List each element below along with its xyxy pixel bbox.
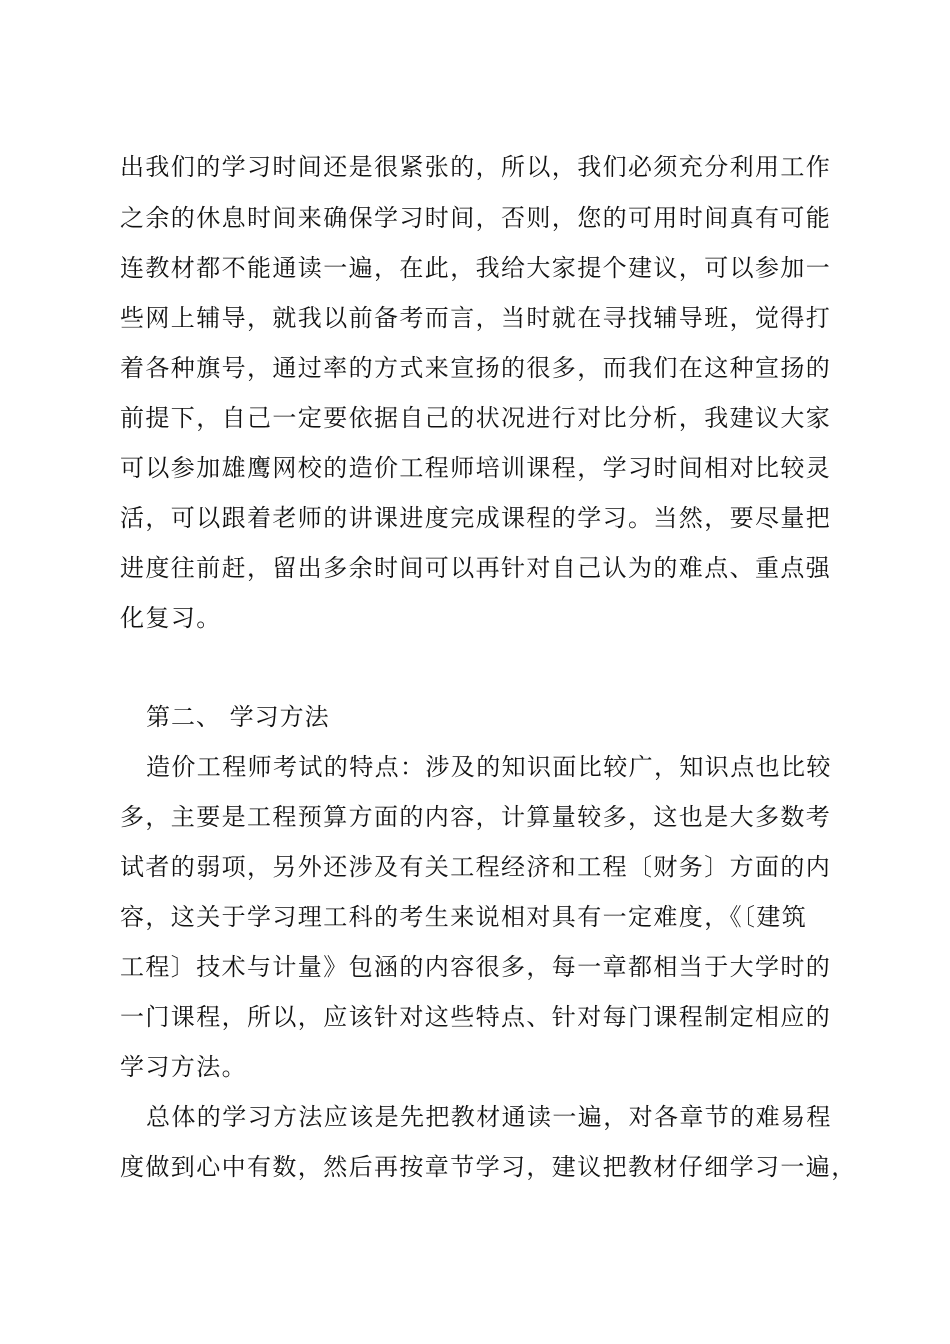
text-line: 之余的休息时间来确保学习时间，否则，您的可用时间真有可能 [120, 204, 832, 232]
text-line: 着各种旗号，通过率的方式来宣扬的很多，而我们在这种宣扬的 [120, 354, 832, 382]
text-line: 造价工程师考试的特点：涉及的知识面比较广，知识点也比较 [146, 753, 832, 781]
text-line: 容，这关于学习理工科的考生来说相对具有一定难度，《〔建筑 [120, 903, 808, 931]
text-line: 试者的弱项，另外还涉及有关工程经济和工程〔财务〕方面的内 [120, 853, 832, 881]
text-line: 工程〕技术与计量》包涵的内容很多，每一章都相当于大学时的 [120, 953, 832, 981]
text-line: 化复习。 [120, 604, 222, 632]
text-line: 些网上辅导，就我以前备考而言，当时就在寻找辅导班，觉得打 [120, 304, 832, 332]
text-line: 学习方法。 [120, 1053, 247, 1081]
text-line: 活，可以跟着老师的讲课进度完成课程的学习。当然，要尽量把 [120, 504, 832, 532]
text-line: 总体的学习方法应该是先把教材通读一遍，对各章节的难易程 [146, 1103, 832, 1131]
text-line: 可以参加雄鹰网校的造价工程师培训课程，学习时间相对比较灵 [120, 454, 832, 482]
text-line: 连教材都不能通读一遍，在此，我给大家提个建议，可以参加一 [120, 254, 832, 282]
text-line: 出我们的学习时间还是很紧张的，所以，我们必须充分利用工作 [120, 153, 832, 181]
text-line: 一门课程，所以，应该针对这些特点、针对每门课程制定相应的 [120, 1003, 832, 1031]
text-line: 前提下，自己一定要依据自己的状况进行对比分析，我建议大家 [120, 404, 832, 432]
text-line: 进度往前赶，留出多余时间可以再针对自己认为的难点、重点强 [120, 554, 832, 582]
text-line: 度做到心中有数，然后再按章节学习，建议把教材仔细学习一遍， [120, 1153, 857, 1181]
text-line: 多，主要是工程预算方面的内容，计算量较多，这也是大多数考 [120, 803, 832, 831]
section-heading: 第二、 学习方法 [146, 703, 330, 731]
